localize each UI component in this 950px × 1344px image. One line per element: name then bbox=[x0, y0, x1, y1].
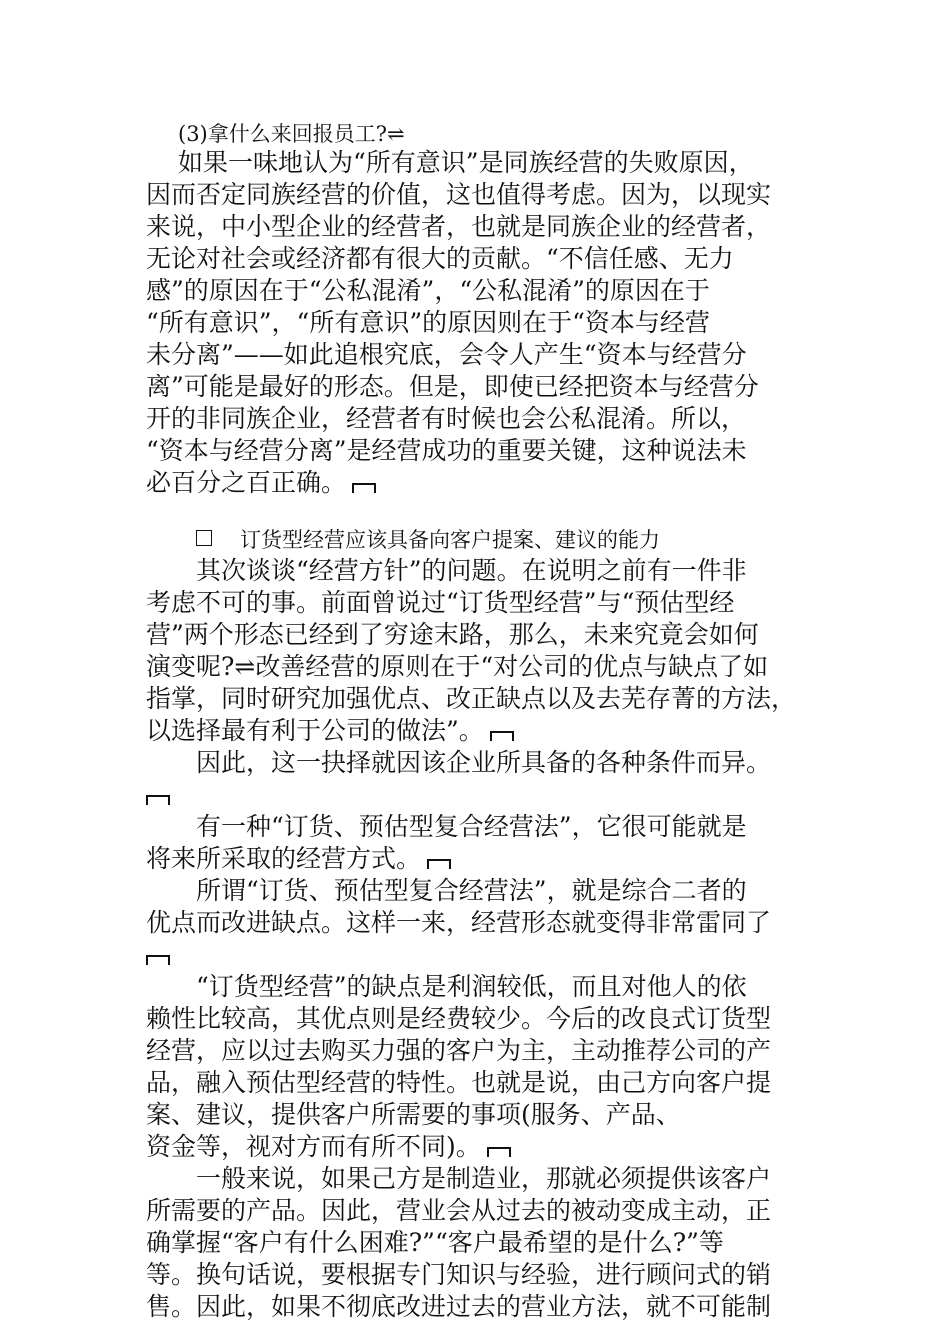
subheading-3: (3)拿什么来回报员工?⇌ bbox=[178, 122, 405, 146]
p2-line-4: 演变呢?⇌改善经营的原则在于“对公司的优点与缺点了如 bbox=[146, 652, 769, 681]
p2-line-6-text: 以选择最有利于公司的做法”。 bbox=[146, 716, 484, 745]
p6-line-1: “订货型经营”的缺点是利润较低，而且对他人的依 bbox=[196, 972, 747, 1001]
p1-line-3: 来说，中小型企业的经营者，也就是同族企业的经营者， bbox=[146, 212, 772, 241]
p3-line-1: 因此，这一抉择就因该企业所具备的各种条件而异。 bbox=[196, 748, 772, 777]
p1-line-2: 因而否定同族经营的价值，这也值得考虑。因为，以现实 bbox=[146, 180, 772, 209]
p6-line-4: 品，融入预估型经营的特性。也就是说，由己方向客户提 bbox=[146, 1068, 772, 1097]
p2-line-1: 其次谈谈“经营方针”的问题。在说明之前有一件非 bbox=[196, 556, 747, 585]
section-title-text: 订货型经营应该具备向客户提案、建议的能力 bbox=[240, 528, 660, 552]
p1-line-8: 离”可能是最好的形态。但是，即使已经把资本与经营分 bbox=[146, 372, 759, 401]
p6-line-3: 经营，应以过去购买力强的客户为主，主动推荐公司的产 bbox=[146, 1036, 772, 1065]
p1-line-11 bbox=[146, 467, 816, 499]
checkbox-square-icon bbox=[196, 530, 212, 546]
paragraph-mark-icon bbox=[146, 795, 170, 805]
p1-line-9: 开的非同族企业，经营者有时候也会公私混淆。所以， bbox=[146, 404, 747, 433]
p4-line-1: 有一种“订货、预估型复合经营法”，它很可能就是 bbox=[196, 812, 747, 841]
p4-line-2 bbox=[146, 843, 816, 875]
paragraph-mark-icon bbox=[490, 731, 514, 741]
p7-line-2: 所需要的产品。因此，营业会从过去的被动变成主动，正 bbox=[146, 1196, 772, 1225]
p5-line-2: 优点而改进缺点。这样一来，经营形态就变得非常雷同了 bbox=[146, 908, 772, 937]
p1-line-7: 未分离”——如此追根究底，会令人产生“资本与经营分 bbox=[146, 340, 747, 369]
p7-line-4: 等。换句话说，要根据专门知识与经验，进行顾问式的销 bbox=[146, 1260, 772, 1289]
p2-line-6 bbox=[146, 715, 816, 747]
p3-mark-line bbox=[146, 779, 816, 811]
p1-line-10: “资本与经营分离”是经营成功的重要关键，这种说法未 bbox=[146, 436, 747, 465]
p2-line-5: 指掌，同时研究加强优点、改正缺点以及去芜存菁的方法， bbox=[146, 684, 797, 713]
p4-line-2-text: 将来所采取的经营方式。 bbox=[146, 844, 422, 873]
p7-line-3: 确掌握“客户有什么困难?”“客户最希望的是什么?”等 bbox=[146, 1228, 724, 1257]
p6-line-6 bbox=[146, 1131, 816, 1163]
paragraph-mark-icon bbox=[427, 859, 451, 869]
p2-line-3: 营”两个形态已经到了穷途末路，那么，未来究竟会如何 bbox=[146, 620, 759, 649]
p1-line-1: 如果一味地认为“所有意识”是同族经营的失败原因， bbox=[178, 148, 754, 177]
p1-line-4: 无论对社会或经济都有很大的贡献。“不信任感、无力 bbox=[146, 244, 734, 273]
section-title bbox=[196, 524, 866, 556]
p1-line-5: 感”的原因在于“公私混淆”，“公私混淆”的原因在于 bbox=[146, 276, 710, 305]
p6-line-2: 赖性比较高，其优点则是经费较少。今后的改良式订货型 bbox=[146, 1004, 772, 1033]
p6-line-6-text: 资金等，视对方而有所不同)。 bbox=[146, 1132, 481, 1161]
p1-line-6: “所有意识”，“所有意识”的原因则在于“资本与经营 bbox=[146, 308, 710, 337]
p6-line-5: 案、建议，提供客户所需要的事项(服务、产品、 bbox=[146, 1100, 681, 1129]
paragraph-mark-icon bbox=[146, 955, 170, 965]
paragraph-mark-icon bbox=[487, 1147, 511, 1157]
p7-line-5: 售。因此，如果不彻底改进过去的营业方法，就不可能制 bbox=[146, 1292, 772, 1321]
p5-mark-line bbox=[146, 939, 816, 971]
p2-line-2: 考虑不可的事。前面曾说过“订货型经营”与“预估型经 bbox=[146, 588, 735, 617]
paragraph-mark-icon bbox=[352, 483, 376, 493]
p1-line-11-text: 必百分之百正确。 bbox=[146, 468, 347, 497]
p5-line-1: 所谓“订货、预估型复合经营法”，就是综合二者的 bbox=[196, 876, 747, 905]
p7-line-1: 一般来说，如果己方是制造业，那就必须提供该客户 bbox=[196, 1164, 772, 1193]
